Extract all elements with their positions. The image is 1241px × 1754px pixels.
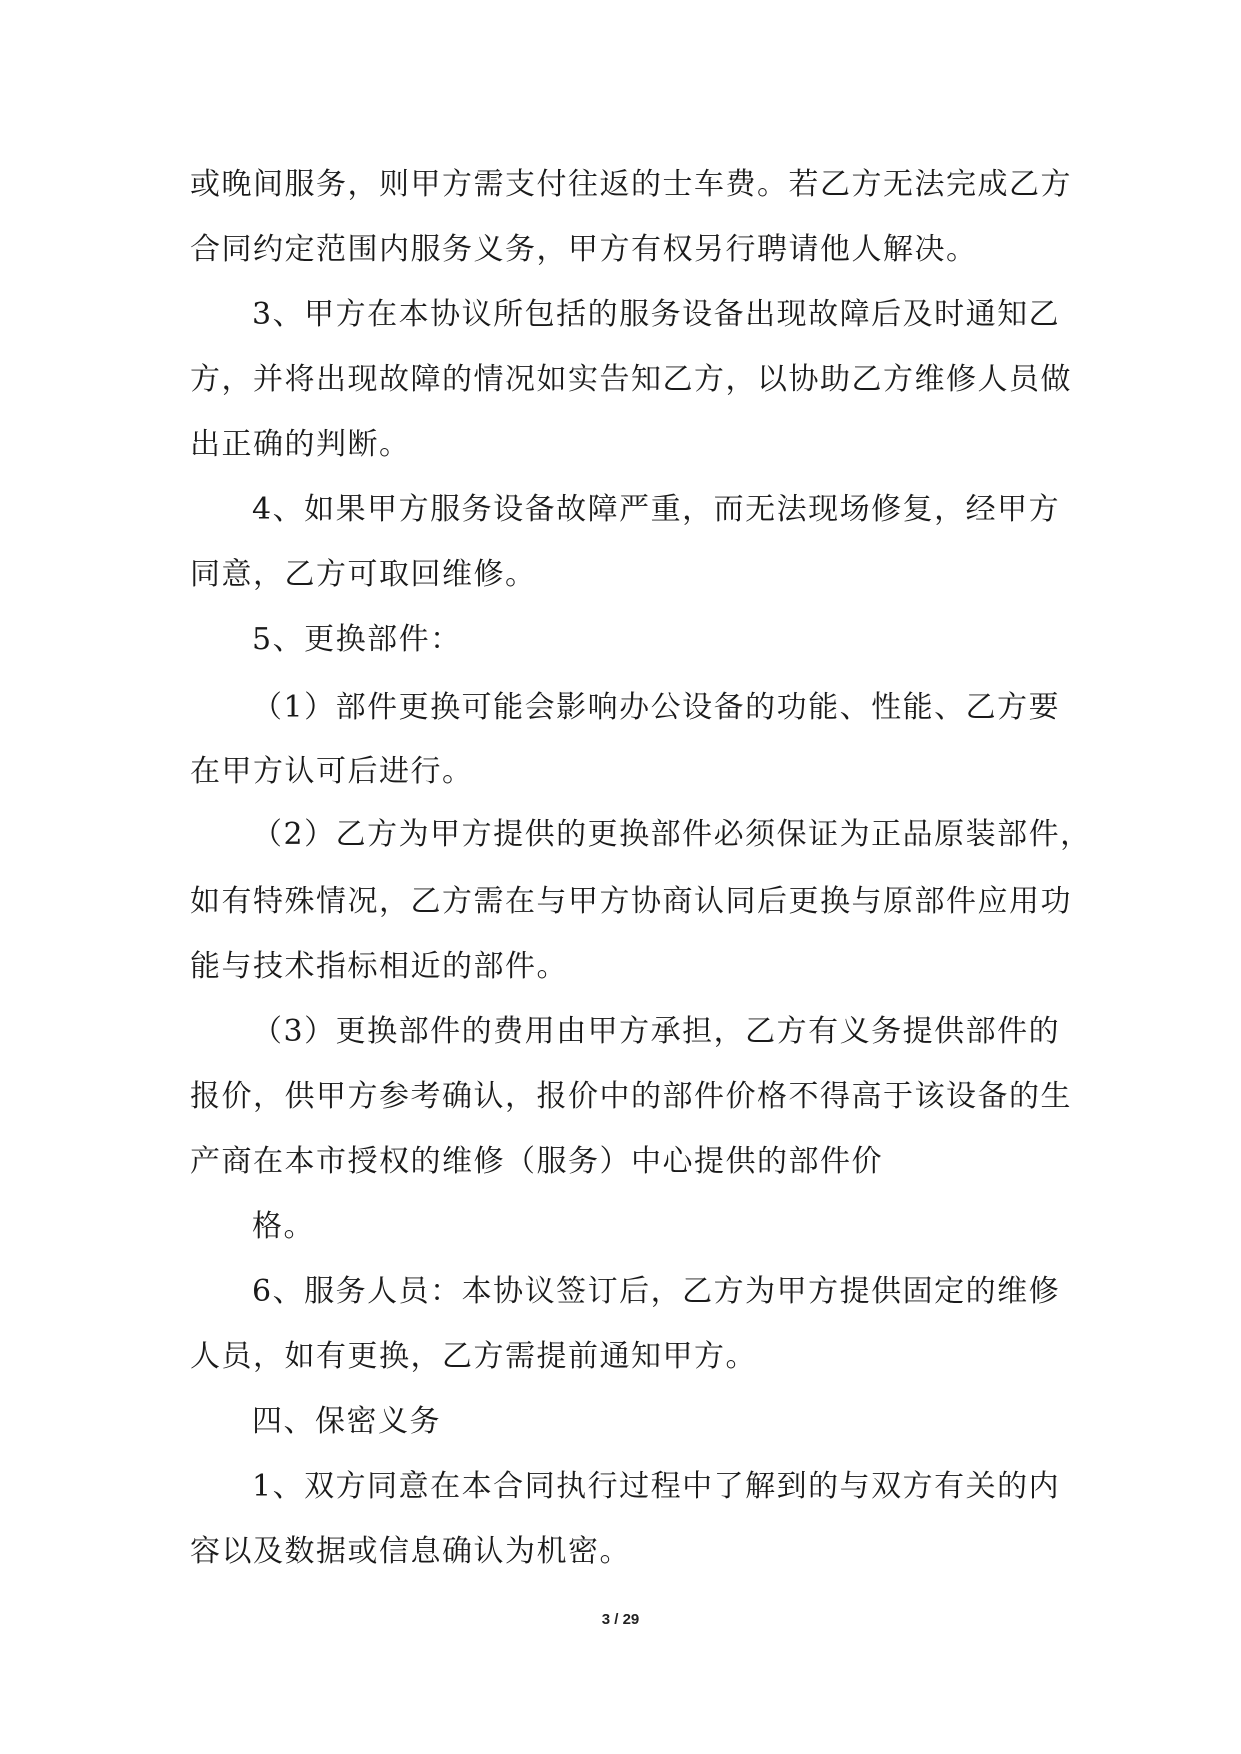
text-line: 同意，乙方可取回维修。 <box>190 557 537 592</box>
text-line: 如有特殊情况，乙方需在与甲方协商认同后更换与原部件应用功 <box>190 884 1072 919</box>
text-line: 容以及数据或信息确认为机密。 <box>190 1534 631 1569</box>
section-heading: 四、保密义务 <box>252 1404 441 1439</box>
text-line: 方，并将出现故障的情况如实告知乙方，以协助乙方维修人员做 <box>190 362 1072 397</box>
text-line: 3、甲方在本协议所包括的服务设备出现故障后及时通知乙 <box>252 297 1061 332</box>
text-line: 在甲方认可后进行。 <box>190 754 474 789</box>
text-line: 合同约定范围内服务义务，甲方有权另行聘请他人解决。 <box>190 232 978 267</box>
text-line: 产商在本市授权的维修（服务）中心提供的部件价 <box>190 1144 883 1179</box>
text-line: （2）乙方为甲方提供的更换部件必须保证为正品原装部件， <box>252 817 1092 852</box>
text-line: 格。 <box>252 1209 315 1244</box>
text-line: 或晚间服务，则甲方需支付往返的士车费。若乙方无法完成乙方 <box>190 167 1072 202</box>
text-line: 5、更换部件： <box>252 622 462 657</box>
text-line: （3）更换部件的费用由甲方承担，乙方有义务提供部件的 <box>252 1014 1061 1049</box>
text-line: 能与技术指标相近的部件。 <box>190 949 568 984</box>
text-line: 4、如果甲方服务设备故障严重，而无法现场修复，经甲方 <box>252 492 1061 527</box>
text-line: （1）部件更换可能会影响办公设备的功能、性能、乙方要 <box>252 690 1061 725</box>
page-number: 3 / 29 <box>601 1611 640 1628</box>
text-line: 6、服务人员：本协议签订后，乙方为甲方提供固定的维修 <box>252 1274 1061 1309</box>
text-line: 1、双方同意在本合同执行过程中了解到的与双方有关的内 <box>252 1469 1061 1504</box>
text-line: 报价，供甲方参考确认，报价中的部件价格不得高于该设备的生 <box>190 1079 1072 1114</box>
text-line: 人员，如有更换，乙方需提前通知甲方。 <box>190 1339 757 1374</box>
text-line: 出正确的判断。 <box>190 427 411 462</box>
